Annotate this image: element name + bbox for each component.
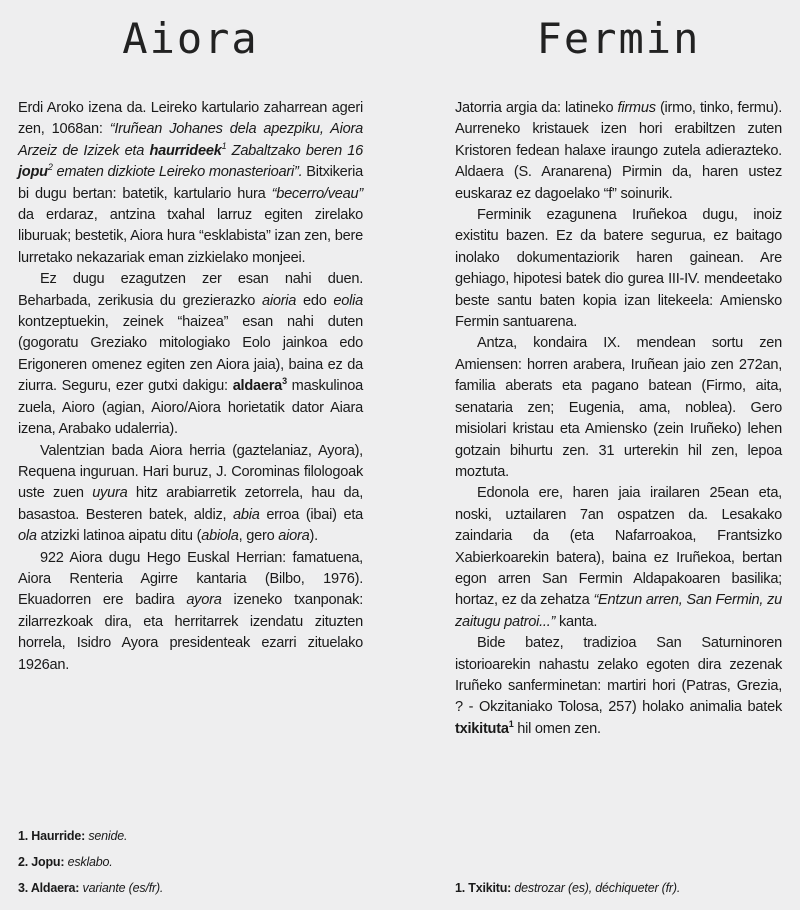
paragraph: Bide batez, tradizioa San Saturninoren istorioarekin nahastu zelako egoten dira zezenak Iruñeko sanferminetan: martiri hori (Patras, Grezia, ? - Okzitaniako Tolosa, 257) holako animalia batek txikituta$^1$ hil omen zen. <box>455 635 782 737</box>
paragraph: Ferminik ezagunena Iruñekoa dugu, inoiz existitu bazen. Ez da batere segurua, ez baitago inolako dokumentaziorik haren gainean. Are gehiago, hipotesi batek dio gurea III-IV. mendeetako beste santu baten kopia izan litekeela: Amiensko Fermin santuarena. <box>455 207 782 331</box>
footnote: 2. Jopu: esklabo. <box>18 855 113 869</box>
paragraph: 922 Aiora dugu Hego Euskal Herrian: famatuena, Aiora Renteria Agirre kantaria (Bilbo, 1976). Ekuadorren ere badira ayora izeneko txanponak: zilarrezkoak dira, eta herritarrek izendatu zituzten horrela, Isidro Ayora presidenteak ezarri zituelako 1926an. <box>18 549 363 673</box>
article-body-fermin <box>455 98 782 740</box>
footnote: 1. Haurride: senide. <box>18 829 128 843</box>
footnote: 3. Aldaera: variante (es/fr). <box>18 881 164 895</box>
paragraph: Valentzian bada Aiora herria (gaztelaniaz, Ayora), Requena inguruan. Hari buruz, J. Corominas filologoak uste zuen uyura hitz arabiarretik zetorrela, hau da, basastoa. Besteren batek, aldiz, abia erroa (ibai) eta ola atzizki latinoa aipatu ditu (abiola, gero aiora). <box>18 442 364 545</box>
paragraph: Erdi Aroko izena da. Leireko kartulario zaharrean ageri zen, 1068an: “Iruñean Johanes dela apezpiku, Aiora Arzeiz de Izizek eta haurrideek$^1$ Zabaltzako beren 16 jopu$^2$ ematen dizkiote Leireko monasterioari”. Bitxikeria bi dugu bertan: batetik, kartulario hura “becerro/veau” da erdaraz, antzina txahal larruz egiten zirelako liburuak; bestetik, Aiora hura “esklabista” izan zen, bere lurretako nekazariak eman zizkielako monjeei. <box>18 100 364 266</box>
article-title-fermin: Fermin <box>536 14 701 63</box>
paragraph: Edonola ere, haren jaia irailaren 25ean eta, noski, uztailaren 7an ospatzen da. Lesakako zaindaria da (eta Nafarroakoa, Frantsizko Xabierkoarekin batera), baina ez Iruñekoa, bertan egon arren San Fermin Aldapakoaren basilika; hortaz, ez da zehatza “Entzun arren, San Fermin, zu zaitugu patroi...” kanta. <box>455 485 782 630</box>
footnote: 1. Txikitu: destrozar (es), déchiqueter (fr). <box>455 881 681 895</box>
article-title-aiora: Aiora <box>122 14 259 63</box>
article-aiora <box>18 0 363 910</box>
paragraph: Antza, kondaira IX. mendean sortu zen Amiensen: horren arabera, Iruñean jaio zen 272an, familia aberats eta pagano batean (Firmo, aita, senataria zen; Eugenia, ama, noblea). Gero misiolari kristau eta Amiensko (zein Iruñeko) lehen gotzain bihurtu zen. 31 urterekin hil zen, lepoa moztuta. <box>455 335 782 480</box>
paragraph: Ez dugu ezagutzen zer esan nahi duen. Beharbada, zerikusia du grezierazko aioria edo eolia kontzeptuekin, zeinek “haizea” esan nahi duten (gogoratu Greziako mitologiako Eolo jainkoa edo Erigoneren omenez egiten zen Aiora jaia), baina ez da ziurra. Seguru, ezer gutxi dakigu: aldaera$^3$ maskulinoa zuela, Aioro (agian, Aioro/Aiora horietatik dator Aiara izena, Arabako udalerria). <box>18 271 363 438</box>
footnotes <box>455 875 680 901</box>
article-fermin <box>455 0 782 910</box>
paragraph: Jatorria argia da: latineko firmus (irmo, tinko, fermu). Aurreneko kristauek izen hori erabiltzen zuten Kristoren fedean halaxe iraungo zutela adierazteko. Aldaera (S. Aranarena) Pirmin da, haren ustez euskaraz ez dagoelako “f” soinurik. <box>455 100 782 202</box>
footnotes <box>18 823 163 901</box>
article-body-aiora <box>18 98 363 676</box>
